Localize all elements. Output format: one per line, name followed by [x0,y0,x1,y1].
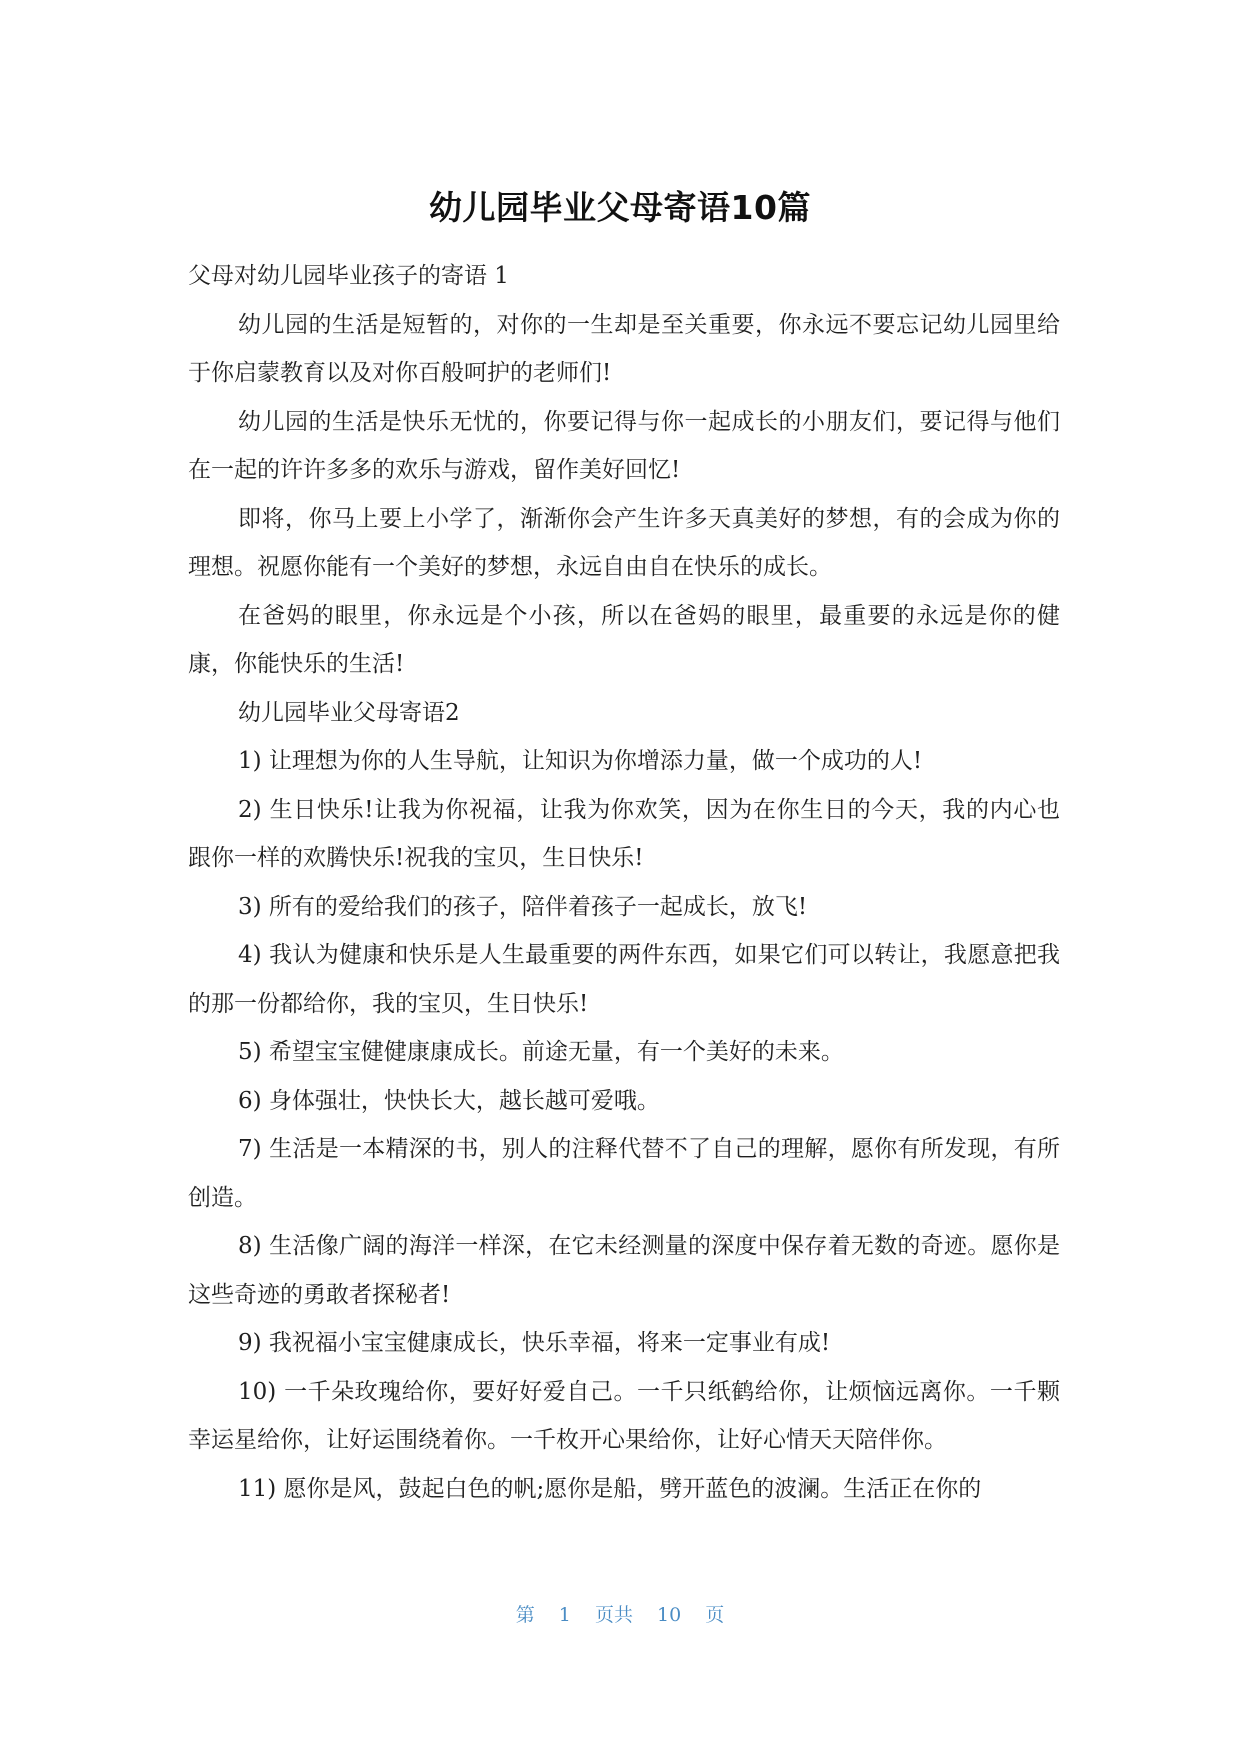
paragraph: 在爸妈的眼里，你永远是个小孩，所以在爸妈的眼里，最重要的永远是你的健康，你能快乐的生活! [188,602,1060,677]
paragraph: 幼儿园的生活是快乐无忧的，你要记得与你一起成长的小朋友们，要记得与他们在一起的许许多多的欢乐与游戏，留作美好回忆! [188,408,1060,483]
paragraph: 幼儿园的生活是短暂的，对你的一生却是至关重要，你永远不要忘记幼儿园里给于你启蒙教育以及对你百般呵护的老师们! [188,311,1060,386]
document-title: 幼儿园毕业父母寄语10篇 [429,188,811,227]
list-item: 1) 让理想为你的人生导航，让知识为你增添力量，做一个成功的人! [238,748,923,774]
list-item: 3) 所有的爱给我们的孩子，陪伴着孩子一起成长，放飞! [238,893,808,920]
list-item: 9) 我祝福小宝宝健康成长，快乐幸福，将来一定事业有成! [238,1330,831,1356]
list-item: 4) 我认为健康和快乐是人生最重要的两件东西，如果它们可以转让，我愿意把我的那一份都给你，我的宝贝，生日快乐! [188,942,1060,1017]
current-page-number: 1 [558,1604,571,1626]
footer-suffix: 页 [705,1604,725,1626]
page-footer [0,1600,1240,1627]
list-item: 11) 愿你是风，鼓起白色的帆;愿你是船，劈开蓝色的波澜。生活正在你的 [238,1475,982,1502]
section-heading-1: 父母对幼儿园毕业孩子的寄语 1 [188,263,509,289]
section-heading-2: 幼儿园毕业父母寄语2 [238,699,460,726]
list-item: 10) 一千朵玫瑰给你，要好好爱自己。一千只纸鹤给你，让烦恼远离你。一千颗幸运星给你，让好运围绕着你。一千枚开心果给你，让好心情天天陪伴你。 [188,1378,1060,1453]
footer-prefix: 第 [515,1604,535,1626]
document-body [188,252,1060,1513]
list-item: 8) 生活像广阔的海洋一样深，在它未经测量的深度中保存着无数的奇迹。愿你是这些奇迹的勇敢者探秘者! [188,1233,1060,1308]
list-item: 7) 生活是一本精深的书，别人的注释代替不了自己的理解，愿你有所发现，有所创造。 [188,1136,1060,1211]
list-item: 5) 希望宝宝健健康康成长。前途无量，有一个美好的未来。 [238,1039,844,1065]
footer-page-word: 页共 [594,1604,633,1626]
list-item: 6) 身体强壮，快快长大，越长越可爱哦。 [238,1087,660,1114]
list-item: 2) 生日快乐!让我为你祝福，让我为你欢笑，因为在你生日的今天，我的内心也跟你一样的欢腾快乐!祝我的宝贝，生日快乐! [188,796,1060,871]
total-pages-number: 10 [657,1604,682,1626]
paragraph: 即将，你马上要上小学了，渐渐你会产生许多天真美好的梦想，有的会成为你的理想。祝愿你能有一个美好的梦想，永远自由自在快乐的成长。 [188,505,1060,580]
